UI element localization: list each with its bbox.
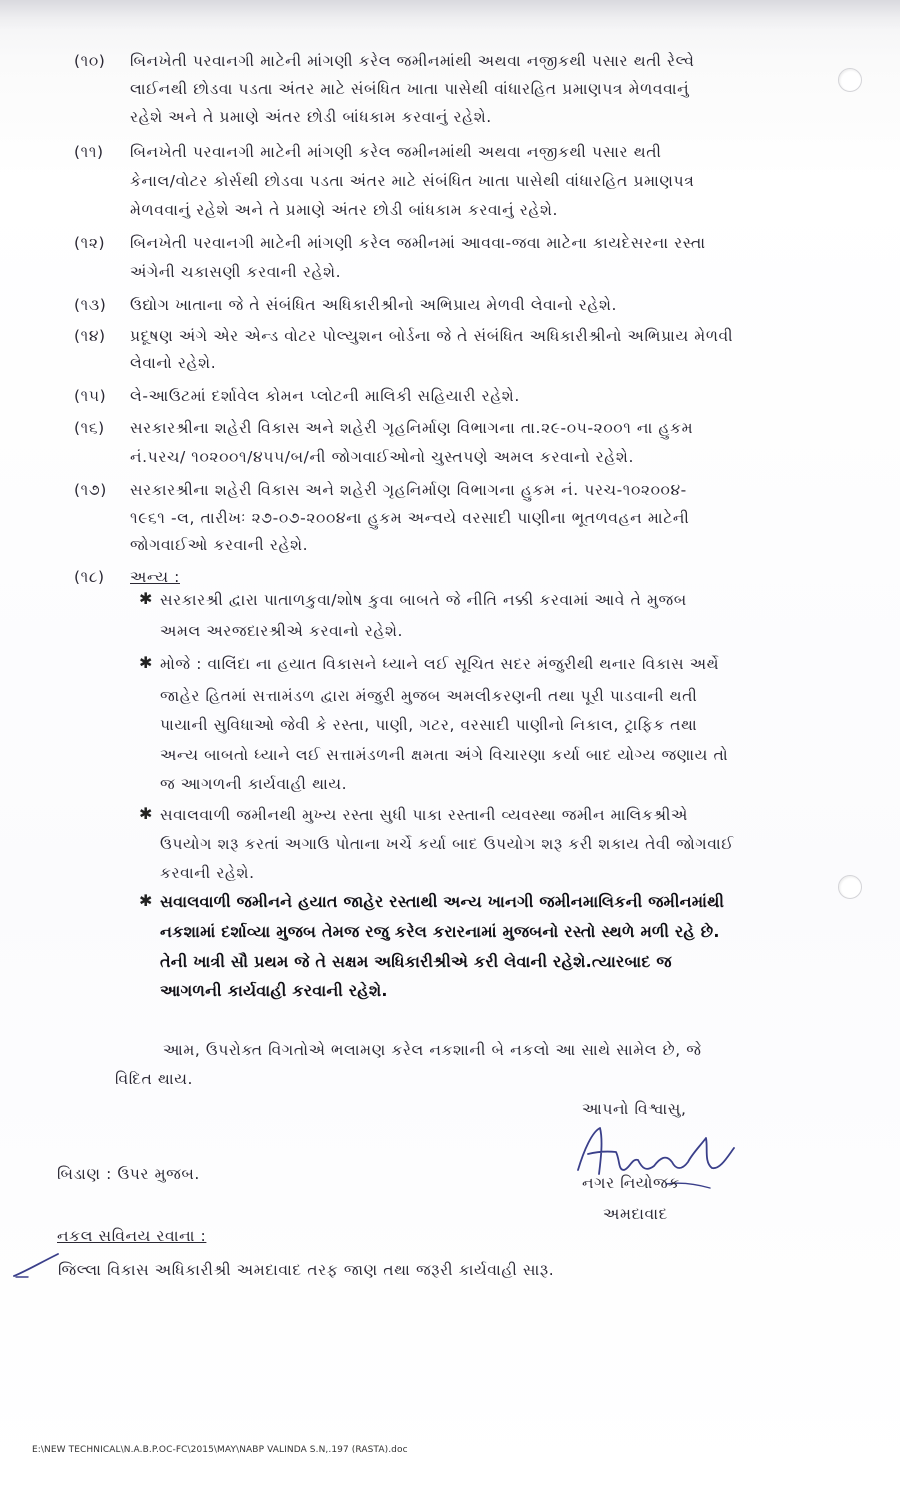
closing-line-1: આમ, ઉપરોક્ત વિગતોએ ભલામણ કરેલ નકશાની બે નકલો આ સાથે સામેલ છે, જે [163,1041,702,1059]
bullet-4-line-1: સવાલવાળી જમીનને હયાત જાહેર રસ્તાથી અન્ય ખાનગી જમીનમાલિકની જમીનમાંથી [160,892,725,911]
item-18-number: (૧૮) [74,568,105,586]
item-17-number: (૧૭) [74,481,107,499]
item-14-line-2: લેવાનો રહેશે. [130,354,217,372]
bullet-2-line-4: અન્ય બાબતો ધ્યાને લઈ સત્તામંડળની ક્ષમતા અંગે વિચારણા કર્યા બાદ યોગ્ય જણાય તો [160,746,729,764]
item-13-number: (૧૩) [74,296,107,314]
closing-line-2: વિદિત થાય. [115,1070,194,1088]
signature-place: અમદાવાદ [603,1205,668,1223]
item-14-number: (૧૪) [74,327,106,345]
item-17-line-3: જોગવાઈઓ કરવાની રહેશે. [130,536,309,554]
scan-top-shadow [0,0,900,30]
item-11-line-2: કેનાલ/વોટર કોર્સથી છોડવા પડતા અંતર માટે સંબંધિત ખાતા પાસેથી વાંધારહિત પ્રમાણપત્ર [130,172,695,190]
bullet-2-line-5: જ આગળની કાર્યવાહી થાય. [160,775,348,793]
bullet-3-line-2: ઉપયોગ શરૂ કરતાં અગાઉ પોતાના ખર્ચે કર્યા બાદ ઉપયોગ શરૂ કરી શકાય તેવી જોગવાઈ [160,835,734,853]
item-11-number: (૧૧) [74,143,104,161]
punch-hole-bottom [838,875,862,899]
bullet-2-line-1: મોજે : વાલિંદા ના હયાત વિકાસને ધ્યાને લઈ સૂચિત સદર મંજુરીથી થનાર વિકાસ અર્થે [160,655,720,673]
item-12-line-1: બિનખેતી પરવાનગી માટેની માંગણી કરેલ જમીનમાં આવવા-જવા માટેના કાયદેસરના રસ્તા [130,234,706,252]
item-13-line-1: ઉદ્યોગ ખાતાના જે તે સંબંધિત અધિકારીશ્રીનો અભિપ્રાય મેળવી લેવાનો રહેશે. [130,296,618,314]
item-11-line-3: મેળવવાનું રહેશે અને તે પ્રમાણે અંતર છોડી બાંધકામ કરવાનું રહેશે. [130,201,559,219]
signature-title: નગર નિયોજક [582,1174,680,1192]
bullet-1-line-2: અમલ અરજદારશ્રીએ કરવાનો રહેશે. [160,622,404,640]
item-16-line-1: સરકારશ્રીના શહેરી વિકાસ અને શહેરી ગૃહનિર્માણ વિભાગના તા.૨૯-૦૫-૨૦૦૧ ના હુકમ [130,419,694,437]
item-10-line-1: બિનખેતી પરવાનગી માટેની માંગણી કરેલ જમીનમાંથી અથવા નજીકથી પસાર થતી રેલ્વે [130,52,695,70]
bullet-4-line-4: આગળની કાર્યવાહી કરવાની રહેશે. [160,981,388,1000]
copy-line: જિલ્લા વિકાસ અધિકારીશ્રી અમદાવાદ તરફ જાણ તથા જરૂરી કાર્યવાહી સારૂ. [58,1261,555,1279]
item-15-number: (૧૫) [74,387,107,405]
bullet-3-line-3: કરવાની રહેશે. [160,864,255,882]
enclosure-line: બિડાણ : ઉપર મુજબ. [57,1165,200,1183]
bullet-4-star-icon: ✱ [139,891,153,910]
bullet-1-line-1: સરકારશ્રી દ્વારા પાતાળકુવા/શોષ કુવા બાબતે જે નીતિ નક્કી કરવામાં આવે તે મુજબ [160,591,687,609]
item-10-line-2: લાઈનથી છોડવા પડતા અંતર માટે સંબંધિત ખાતા પાસેથી વાંધારહિત પ્રમાણપત્ર મેળવવાનું [130,80,690,98]
bullet-2-star-icon: ✱ [139,653,153,672]
item-12-number: (૧૨) [74,234,106,252]
item-10-number: (૧૦) [74,52,106,70]
handwritten-tick-mark [12,1252,62,1280]
item-17-line-1: સરકારશ્રીના શહેરી વિકાસ અને શહેરી ગૃહનિર્માણ વિભાગના હુકમ નં. પરચ-૧૦૨૦૦૪- [130,481,687,499]
bullet-4-line-2: નકશામાં દર્શાવ્યા મુજબ તેમજ રજુ કરેલ કરારનામાં મુજબનો રસ્તો સ્થળે મળી રહે છે. [160,922,720,941]
bullet-2-line-3: પાયાની સુવિધાઓ જેવી કે રસ્તા, પાણી, ગટર, વરસાદી પાણીનો નિકાલ, ટ્રાફિક તથા [160,716,698,734]
item-16-number: (૧૬) [74,419,105,437]
item-10-line-3: રહેશે અને તે પ્રમાણે અંતર છોડી બાંધકામ કરવાનું રહેશે. [130,108,492,126]
item-11-line-1: બિનખેતી પરવાનગી માટેની માંગણી કરેલ જમીનમાંથી અથવા નજીકથી પસાર થતી [130,143,662,161]
bullet-3-line-1: સવાલવાળી જમીનથી મુખ્ય રસ્તા સુધી પાકા રસ્તાની વ્યવસ્થા જમીન માલિકશ્રીએ [160,806,688,824]
item-18-label: અન્ય : [130,568,180,586]
bullet-4-line-3: તેની ખાત્રી સૌ પ્રથમ જે તે સક્ષમ અધિકારીશ્રીએ કરી લેવાની રહેશે.ત્યારબાદ જ [160,952,672,971]
punch-hole-top [838,68,862,92]
item-12-line-2: અંગેની ચકાસણી કરવાની રહેશે. [130,263,342,281]
bullet-2-line-2: જાહેર હિતમાં સત્તામંડળ દ્વારા મંજુરી મુજબ અમલીકરણની તથા પૂરી પાડવાની થતી [160,687,698,705]
item-17-line-2: ૧૯૬૧ -લ, તારીખઃ ૨૭-૦૭-૨૦૦૪ના હુકમ અન્વયે વરસાદી પાણીના ભૂતળવહન માટેની [130,509,690,527]
item-15-line-1: લે-આઉટમાં દર્શાવેલ કોમન પ્લોટની માલિકી સહિયારી રહેશે. [130,387,520,405]
footer-file-path: E:\NEW TECHNICAL\N.A.B.P.OC-FC\2015\MAY\NABP VALINDA S.N,.197 (RASTA).doc [32,1445,408,1455]
bullet-1-star-icon: ✱ [139,589,153,608]
item-14-line-1: પ્રદૂષણ અંગે એર એન્ડ વોટર પોલ્યુશન બોર્ડના જે તે સંબંધિત અધિકારીશ્રીનો અભિપ્રાય મેળવી [130,327,734,345]
copy-heading: નકલ સવિનય રવાના : [57,1227,207,1245]
signature-greeting: આપનો વિશ્વાસુ, [582,1100,687,1118]
bullet-3-star-icon: ✱ [139,804,153,823]
item-16-line-2: નં.પરચ/ ૧૦૨૦૦૧/૪૫૫/બ/ની જોગવાઈઓનો ચુસ્તપણે અમલ કરવાનો રહેશે. [130,448,634,466]
